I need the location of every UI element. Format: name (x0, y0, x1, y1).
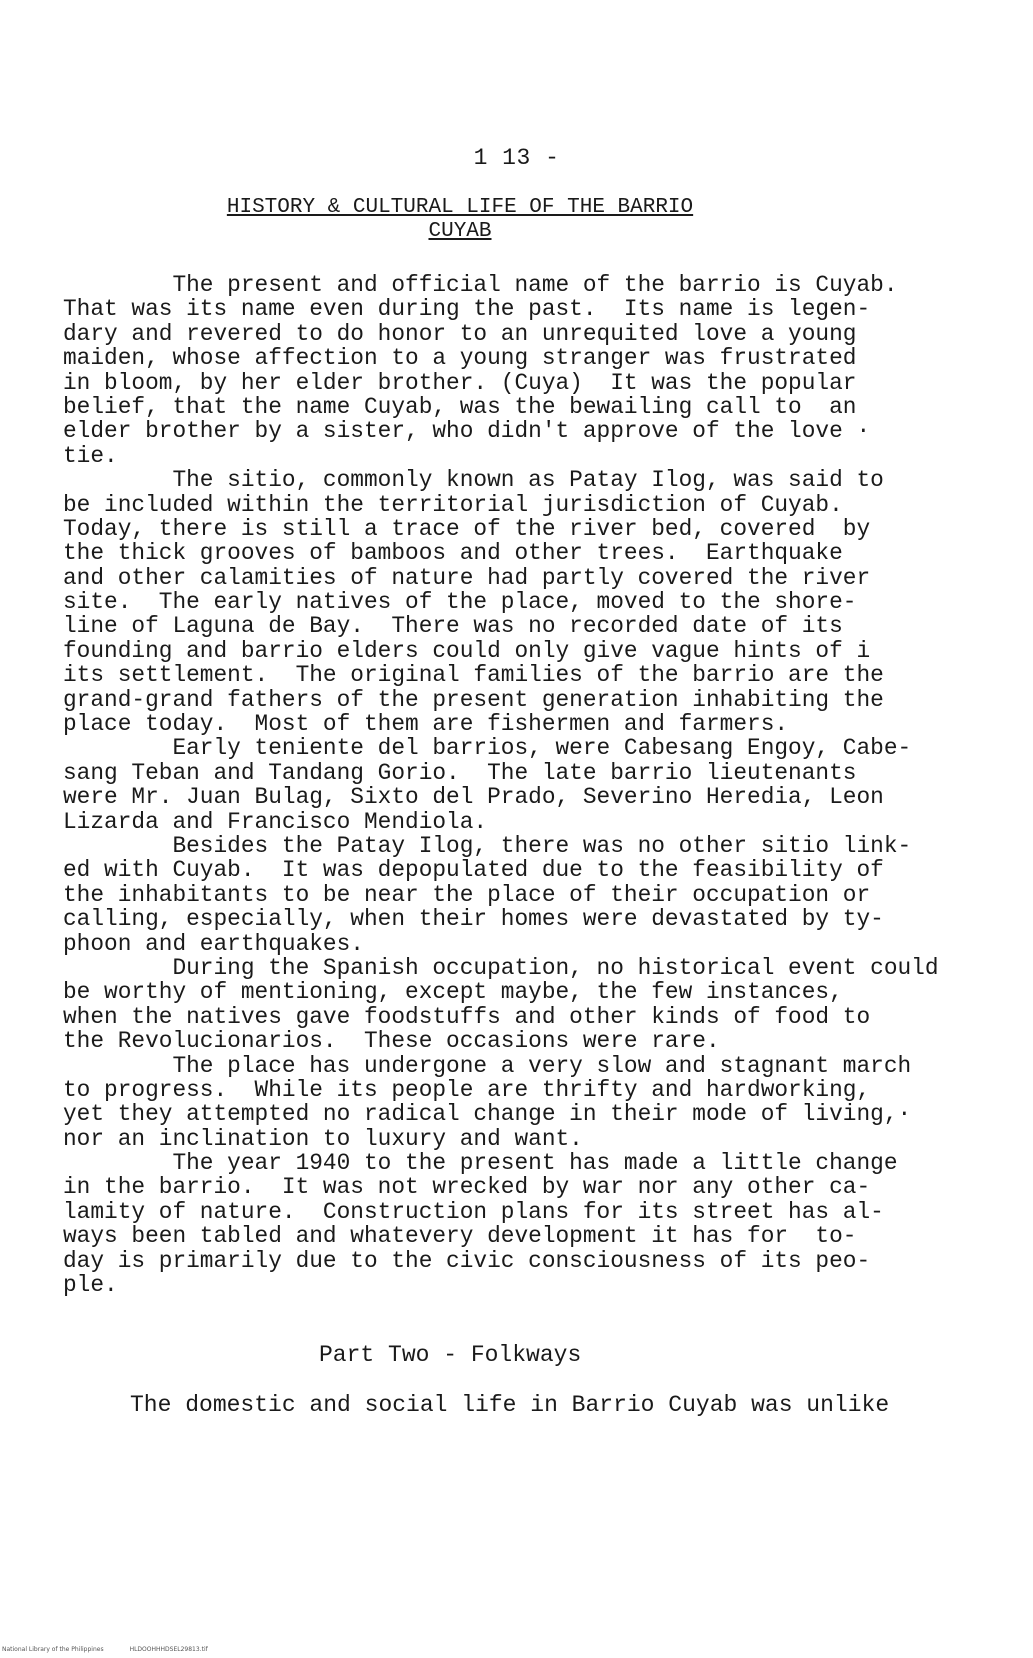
text-line: lamity of nature. Construction plans for its street has al- (63, 1198, 884, 1225)
text-line: sang Teban and Tandang Gorio. The late barrio lieutenants (63, 759, 857, 786)
text-line: The present and official name of the barrio is Cuyab. (63, 272, 898, 298)
text-line: be worthy of mentioning, except maybe, the few instances, (63, 979, 843, 1006)
text-line: site. The early natives of the place, moved to the shore- (63, 589, 857, 616)
text-line: dary and revered to do honor to an unrequited love a young (63, 320, 857, 347)
text-line: calling, especially, when their homes were devastated by ty- (63, 906, 884, 933)
text-line: were Mr. Juan Bulag, Sixto del Prado, Severino Heredia, Leon (63, 784, 884, 811)
text-line: the thick grooves of bamboos and other trees. Earthquake (63, 540, 843, 567)
title-line-1: HISTORY & CULTURAL LIFE OF THE BARRIO (226, 196, 694, 219)
text-line: founding and barrio elders could only give vague hints of i (63, 637, 871, 664)
text-line: day is primarily due to the civic consciousness of its peo- (63, 1247, 871, 1274)
page-number: 1 13 - (473, 145, 560, 171)
text-line: when the natives gave foodstuffs and other kinds of food to (63, 1003, 871, 1030)
text-line: ed with Cuyab. It was depopulated due to the feasibility of (63, 857, 884, 884)
footer-file-id: HLDOOHHHDSEL29813.tif (129, 1646, 208, 1653)
text-line: its settlement. The original families of the barrio are the (63, 662, 884, 689)
text-line: During the Spanish occupation, no historical event could (63, 954, 939, 981)
text-line: elder brother by a sister, who didn't approve of the love · (63, 418, 871, 445)
text-line: The place has undergone a very slow and stagnant march (63, 1052, 912, 1079)
text-line: and other calamities of nature had partly covered the river (63, 564, 871, 591)
text-line: place today. Most of them are fishermen and farmers. (63, 711, 789, 738)
text-line: The year 1940 to the present has made a little change (63, 1150, 898, 1177)
text-line: in the barrio. It was not wrecked by war nor any other ca- (63, 1174, 871, 1201)
body-text-continuation: The domestic and social life in Barrio Cuyab was unlike (130, 1392, 890, 1418)
text-line: in bloom, by her elder brother. (Cuya) It was the popular (63, 369, 857, 396)
text-line: phoon and earthquakes. (63, 930, 364, 957)
text-line: the inhabitants to be near the place of their occupation or (63, 881, 871, 908)
title-line-2: CUYAB (428, 220, 492, 243)
text-line: line of Laguna de Bay. There was no recorded date of its (63, 613, 843, 640)
text-line: yet they attempted no radical change in their mode of living,· (63, 1101, 912, 1128)
text-line: nor an inclination to luxury and want. (63, 1125, 583, 1152)
text-line: Lizarda and Francisco Mendiola. (63, 808, 488, 835)
text-line: That was its name even during the past. Its name is legen- (63, 296, 871, 323)
text-line: to progress. While its people are thrifty and hardworking, (63, 1076, 871, 1103)
body-text (63, 273, 973, 1297)
document-title (0, 196, 920, 244)
text-line: Early teniente del barrios, were Cabesang Engoy, Cabe- (63, 735, 912, 762)
text-line: ways been tabled and whatevery development it has for to- (63, 1223, 857, 1250)
text-line: maiden, whose affection to a young stranger was frustrated (63, 345, 857, 372)
scan-footer (2, 1646, 234, 1653)
footer-library: National Library of the Philippines (2, 1646, 104, 1653)
section-heading: Part Two - Folkways (319, 1342, 582, 1368)
text-line: ple. (63, 1272, 118, 1299)
text-line: be included within the territorial jurisdiction of Cuyab. (63, 491, 843, 518)
text-line: Besides the Patay Ilog, there was no other sitio link- (63, 832, 912, 859)
text-line: belief, that the name Cuyab, was the bewailing call to an (63, 393, 857, 420)
text-line: grand-grand fathers of the present generation inhabiting the (63, 686, 884, 713)
text-line: Today, there is still a trace of the river bed, covered by (63, 515, 871, 542)
text-line: the Revolucionarios. These occasions were rare. (63, 1028, 720, 1055)
text-line: The sitio, commonly known as Patay Ilog, was said to (63, 467, 884, 494)
text-line: tie. (63, 442, 118, 469)
